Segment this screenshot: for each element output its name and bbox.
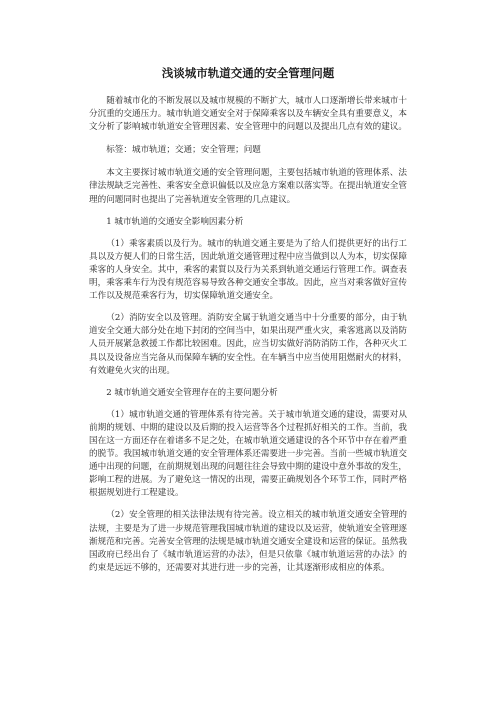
document-body bbox=[89, 95, 407, 575]
section-2-paragraph-2: （2）安全管理的相关法律法规有待完善。设立相关的城市轨道交通安全管理的法规，主要是为了进一步规范管理我国城市轨道的建设以及运营，使轨道安全管理逐渐规范和完善。完善安全管理的法规是城市轨道交通安全建设和运营的保证。虽然我国政府已经出台了《城市轨道运营的办法》，但是只依靠《城市轨道运营的办法》的约束是远远不够的，还需要对其进行进一步的完善，让其逐渐形成相应的体系。 bbox=[89, 510, 407, 573]
section-2-heading: 2 城市轨道交通安全管理存在的主要问题分析 bbox=[106, 387, 278, 398]
section-1-paragraph-2: （2）消防安全以及管理。消防安全属于轨道交通当中十分重要的部分，由于轨道安全交通大部分处在地下封闭的空间当中，如果出现严重火灾，乘客逃离以及消防人员开展紧急救援工作都比较困难。因此，应当切实做好消防消防工作，各种灭火工具以及设备应当完备从而保障车辆的安全性。在车辆当中应当使用阻燃耐火的材料，有效避免火灾的出现。 bbox=[89, 313, 407, 376]
intro-paragraph: 本文主要探讨城市轨道交通的安全管理问题，主要包括城市轨道的管理体系、法律法规缺乏完善性、乘客安全意识偏低以及应急方案难以落实等。在提出轨道安全管理的问题同时也提出了完善轨道安全管理的几点建议。 bbox=[89, 168, 407, 205]
keywords-line: 标签：城市轨道；交通；安全管理；问题 bbox=[106, 145, 261, 156]
abstract-paragraph: 随着城市化的不断发展以及城市规模的不断扩大，城市人口逐渐增长带来城市十分沉重的交通压力。城市轨道交通安全对于保障乘客以及车辆安全具有重要意义，本文分析了影响城市轨道安全管理因素、安全管理中的问题以及提出几点有效的建议。 bbox=[89, 96, 407, 133]
section-1-paragraph-1: （1）乘客素质以及行为。城市的轨道交通主要是为了给人们提供更好的出行工具以及方便人们的日常生活，因此轨道交通管理过程中应当做到以人为本，切实保障乘客的人身安全。其中，乘客的素質以及行为关系到轨道交通运行管理工作。调查表明，乘客乘车行为没有规范容易导致各种交通安全事故。因此，应当对乘客做好宣传工作以及规范乘客行为，切实保障轨道交通安全。 bbox=[89, 238, 407, 302]
section-2-paragraph-1: （1）城市轨道交通的管理体系有待完善。关于城市轨道交通的建设，需要对从前期的规划、中期的建设以及后期的投入运营等各个过程抓好相关的工作。当前，我国在这一方面还存在着诸多不足之处，在城市轨道交通建设的各个环节中存在着严重的脱节。我国城市轨道交通的安全管理体系还需要进一步完善。当前一些城市轨道交通中出现的问题，在前期规划出现的问题往往会导致中期的建设中意外事故的发生，影响工程的进展。为了避免这一情况的出现，需要正确规划各个环节工作，同时严格根据规划进行工程建设。 bbox=[89, 409, 407, 499]
document-title: 浅谈城市轨道交通的安全管理问题 bbox=[161, 66, 335, 80]
section-1-heading: 1 城市轨道的交通安全影响因素分析 bbox=[106, 216, 244, 227]
